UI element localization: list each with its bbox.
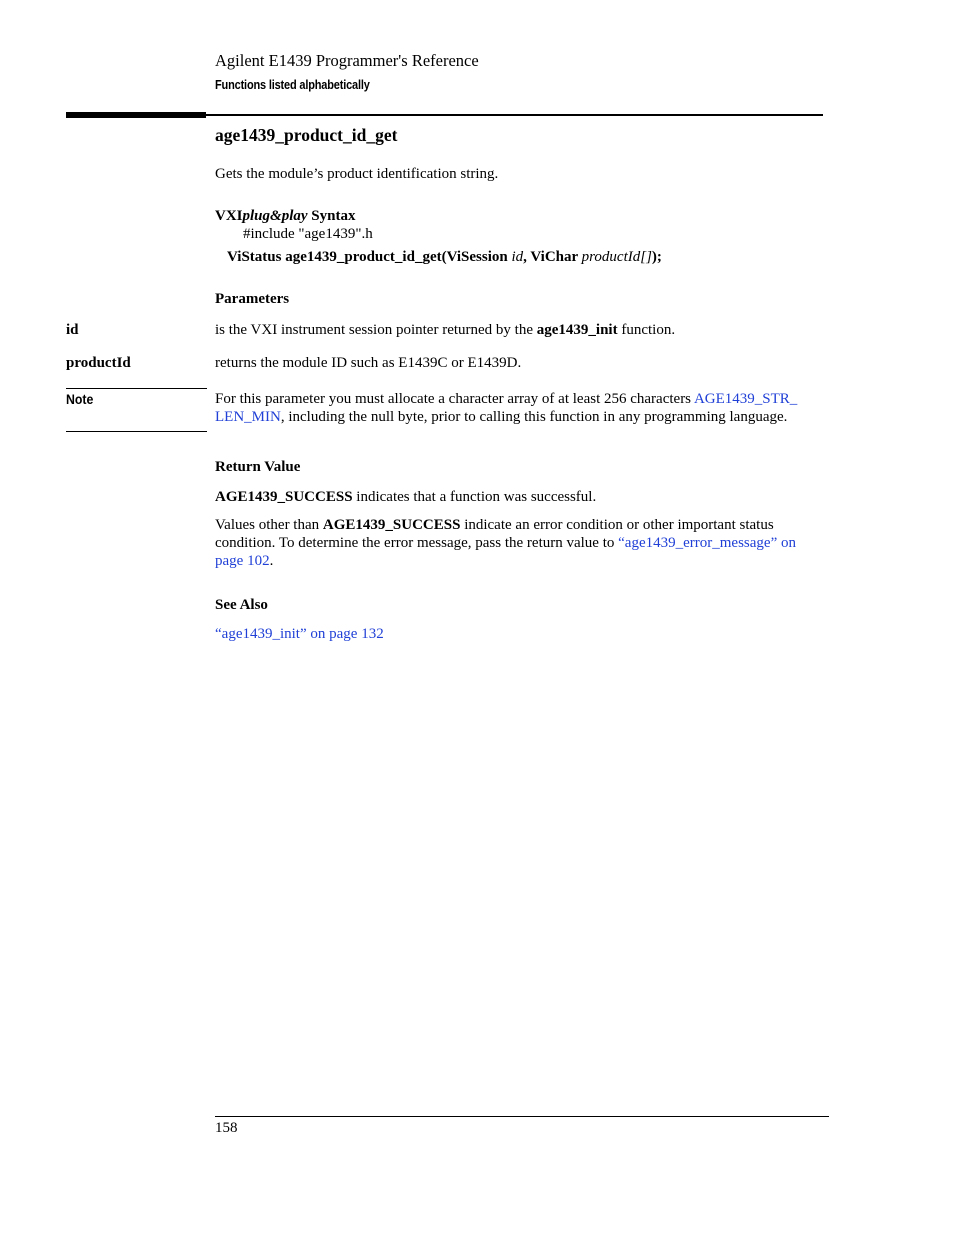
note-link-part2[interactable]: LEN_MIN — [215, 409, 281, 425]
signature-part1: ViStatus age1439_product_id_get(ViSession — [227, 249, 512, 265]
param-desc-id-after: function. — [617, 322, 676, 338]
footer-rule — [215, 1116, 829, 1117]
return-p2-after: . — [269, 553, 274, 569]
note-text-before: For this parameter you must allocate a character array of at least 256 characters — [215, 391, 694, 407]
return-p2-success-constant: AGE1439_SUCCESS — [322, 517, 461, 533]
error-message-link[interactable]: “age1439_error_message” on page 102 — [215, 535, 796, 569]
param-name-id: id — [66, 322, 79, 338]
return-p2-before: Values other than — [215, 517, 323, 533]
syntax-heading-prefix: VXI — [215, 208, 243, 224]
header-thin-rule — [206, 114, 823, 116]
param-name-productid: productId — [66, 355, 131, 371]
syntax-heading-suffix: Syntax — [307, 208, 356, 224]
running-header-subtitle: Functions listed alphabetically — [215, 78, 370, 92]
see-also-heading: See Also — [215, 597, 268, 613]
return-success-constant: AGE1439_SUCCESS — [215, 489, 353, 505]
signature-param-id: id — [511, 249, 524, 265]
see-also-init-link[interactable]: “age1439_init” on page 132 — [215, 626, 384, 642]
running-header-title: Agilent E1439 Programmer's Reference — [215, 51, 479, 70]
syntax-heading — [215, 207, 825, 225]
function-title: age1439_product_id_get — [215, 125, 398, 145]
note-label: Note — [66, 391, 94, 407]
return-p1-rest: indicates that a function was successful. — [352, 489, 597, 505]
return-value-heading: Return Value — [215, 459, 301, 475]
note-link-part1[interactable]: AGE1439_STR_ — [693, 391, 798, 407]
function-signature — [227, 248, 662, 266]
signature-part3: ); — [651, 249, 662, 265]
return-p2-middle: indicate an error condition or other important status condition. To determine the error message, pass the return value to — [215, 517, 774, 551]
param-desc-productid: returns the module ID such as E1439C or E1439D. — [215, 355, 522, 371]
header-thick-rule — [66, 112, 206, 118]
param-desc-id-bold: age1439_init — [536, 322, 618, 338]
function-description: Gets the module’s product identification string. — [215, 166, 499, 182]
signature-part2: , ViChar — [523, 249, 582, 265]
return-value-paragraph-1 — [215, 488, 825, 506]
note-text — [215, 390, 825, 426]
note-top-rule — [66, 388, 207, 389]
note-text-after: , including the null byte, prior to calling this function in any programming language. — [280, 409, 788, 425]
page-number: 158 — [215, 1120, 238, 1136]
param-desc-id-before: is the VXI instrument session pointer returned by the — [215, 322, 537, 338]
param-desc-id — [215, 321, 825, 339]
signature-param-productid: productId[] — [581, 249, 652, 265]
return-value-paragraph-2 — [215, 516, 827, 570]
note-bottom-rule — [66, 431, 207, 432]
parameters-heading: Parameters — [215, 291, 290, 307]
syntax-heading-italic: plug&play — [242, 208, 308, 224]
include-line: #include "age1439".h — [243, 226, 373, 242]
